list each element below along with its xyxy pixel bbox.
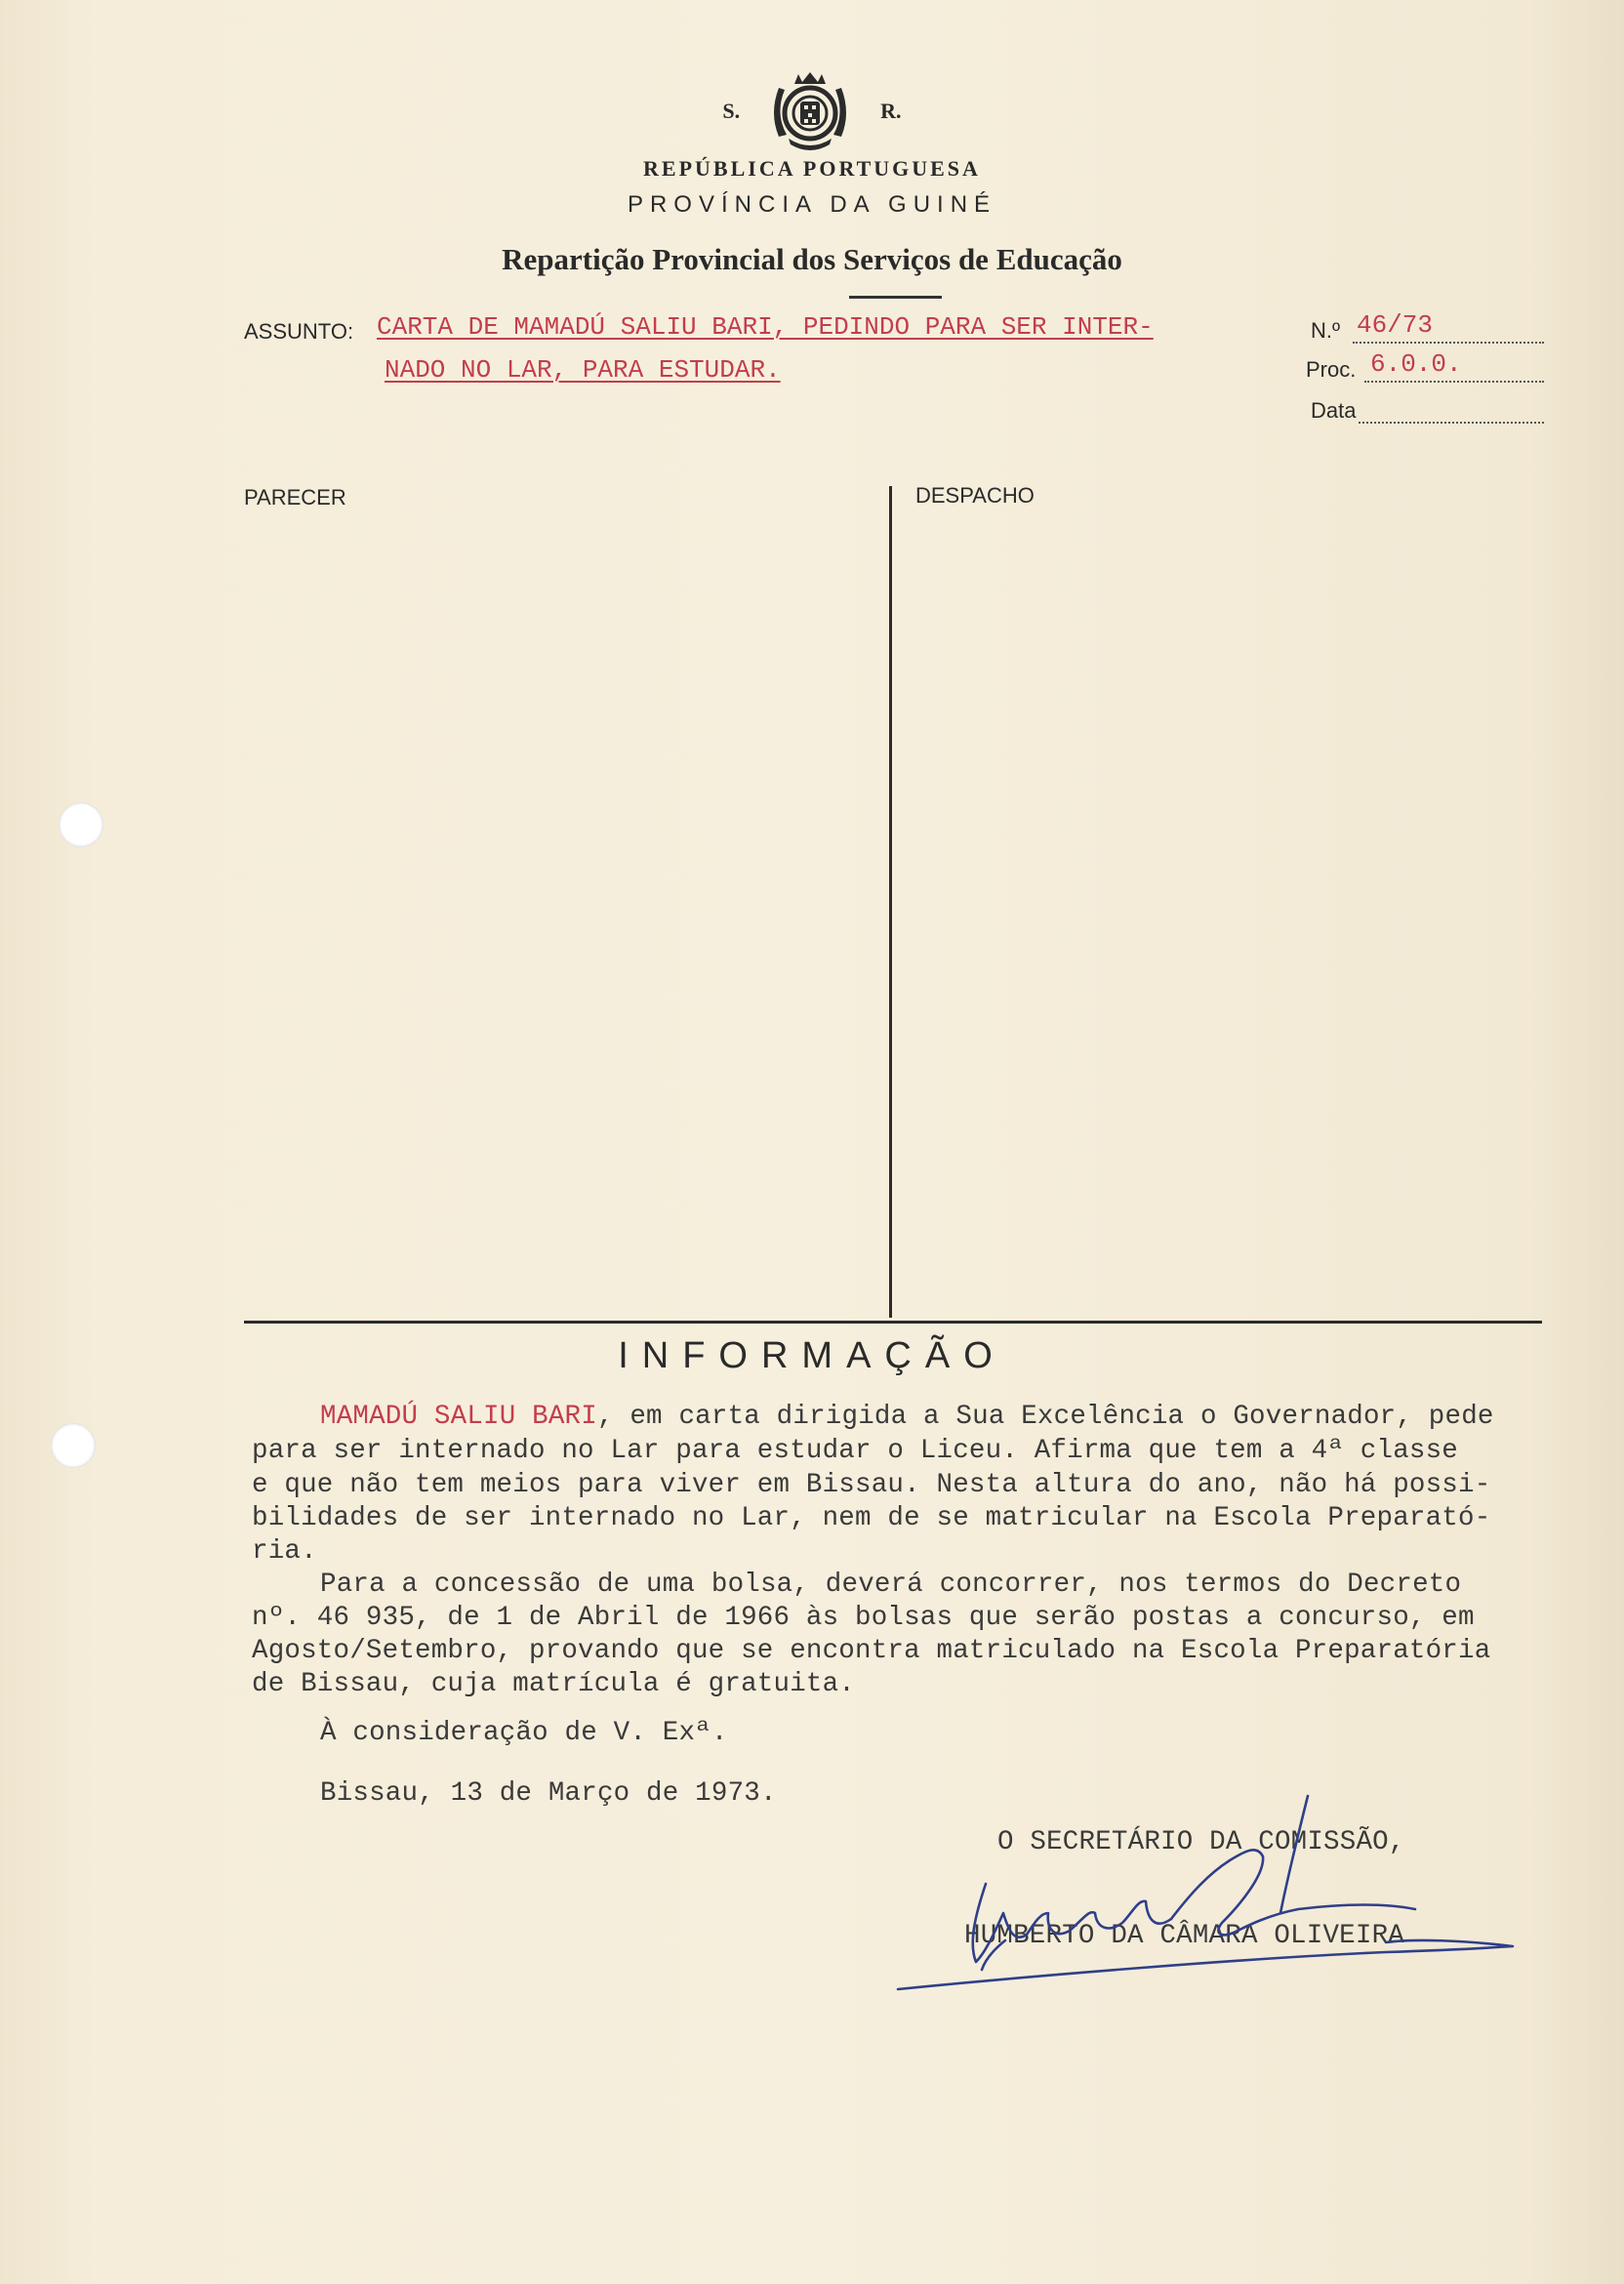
body-line-2: para ser internado no Lar para estudar o Liceu. Afirma que tem a 4ª classe (252, 1436, 1458, 1466)
date-dotted-line (1359, 422, 1544, 424)
header-divider (849, 296, 942, 299)
proc-dotted-line (1364, 381, 1544, 383)
body-line-11: Bissau, 13 de Março de 1973. (320, 1778, 777, 1809)
requester-name: MAMADÚ SALIU BARI (320, 1402, 597, 1432)
handwritten-signature-icon (839, 1767, 1542, 1991)
s-letter: S. (722, 99, 741, 123)
coat-of-arms-icon (765, 70, 855, 152)
subject-line-1: CARTA DE MAMADÚ SALIU BARI, PEDINDO PARA SER INTER- (377, 312, 1154, 342)
column-divider (889, 486, 892, 1318)
punch-hole-top (59, 802, 103, 847)
parecer-label: PARECER (244, 485, 346, 510)
body-line-6: Para a concessão de uma bolsa, deverá concorrer, nos termos do Decreto (320, 1570, 1462, 1600)
province-heading: PROVÍNCIA DA GUINÉ (627, 191, 997, 218)
number-dotted-line (1353, 342, 1544, 344)
subject-line-2: NADO NO LAR, PARA ESTUDAR. (385, 355, 781, 385)
body-line-5: ria. (252, 1536, 317, 1567)
despacho-label: DESPACHO (915, 483, 1035, 508)
signature-name: HUMBERTO DA CÂMARA OLIVEIRA (964, 1921, 1404, 1951)
number-value: 46/73 (1357, 310, 1434, 340)
body-line-10: À consideração de V. Exª. (320, 1718, 728, 1748)
body-line-9: de Bissau, cuja matrícula é gratuita. (252, 1669, 855, 1699)
number-label: N.º (1311, 318, 1341, 343)
body-line-1 (320, 1402, 1494, 1432)
republic-heading: REPÚBLICA PORTUGUESA (643, 156, 981, 181)
informacao-heading: INFORMAÇÃO (618, 1335, 1006, 1376)
body-line-7: nº. 46 935, de 1 de Abril de 1966 às bolsas que serão postas a concurso, em (252, 1603, 1475, 1633)
body-line-4: bilidades de ser internado no Lar, nem de se matricular na Escola Preparató- (252, 1503, 1491, 1533)
proc-value: 6.0.0. (1370, 349, 1462, 379)
department-heading: Repartição Provincial dos Serviços de Educação (502, 242, 1122, 276)
proc-label: Proc. (1306, 357, 1357, 382)
crest-header (0, 70, 1624, 152)
punch-hole-bottom (51, 1423, 96, 1468)
body-line-3: e que não tem meios para viver em Bissau. Nesta altura do ano, não há possi- (252, 1470, 1491, 1500)
section-divider (244, 1321, 1542, 1324)
body-line-1-rest: , em carta dirigida a Sua Excelência o Governador, pede (596, 1402, 1494, 1432)
subject-label: ASSUNTO: (244, 319, 354, 344)
body-line-8: Agosto/Setembro, provando que se encontra matriculado na Escola Preparatória (252, 1636, 1491, 1666)
signature-title: O SECRETÁRIO DA COMISSÃO, (997, 1827, 1405, 1857)
r-letter: R. (880, 99, 902, 123)
date-label: Data (1311, 398, 1357, 423)
